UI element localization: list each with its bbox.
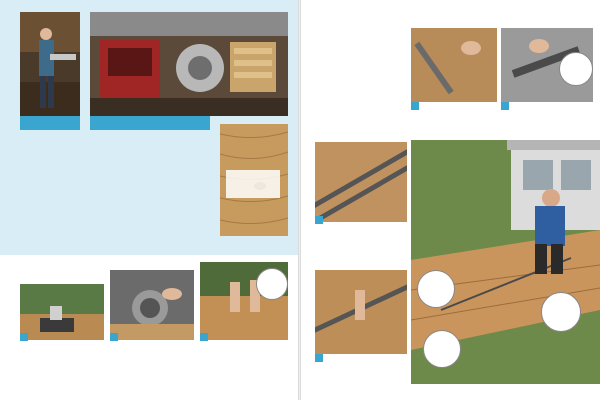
sanding-callout — [256, 268, 288, 300]
photo-woman-at-sawmill — [20, 12, 80, 116]
right-step-photo-3-image — [315, 142, 407, 222]
photo-sawmill-machine-image — [90, 12, 288, 116]
right-step-2-badge — [501, 102, 509, 110]
wood-photo-caption — [226, 170, 280, 198]
sanding-step-1-badge — [20, 333, 28, 341]
right-step-photo-3 — [315, 142, 407, 222]
left-page — [0, 0, 298, 400]
photo-sawmill-machine — [90, 12, 288, 116]
right-callout-bottom — [423, 330, 461, 368]
sanding-step-photo-2 — [110, 270, 194, 340]
photo-caption-1 — [20, 116, 80, 130]
sanding-step-2-badge — [110, 333, 118, 341]
right-callout-left — [417, 270, 455, 308]
right-step-1-badge — [411, 102, 419, 110]
photo-woman-at-sawmill-image — [20, 12, 80, 116]
right-step-photo-1-image — [411, 28, 497, 102]
body-text-column-2 — [88, 134, 146, 244]
right-step-3-badge — [315, 216, 323, 224]
right-intro-text — [315, 36, 409, 100]
right-step-5-badge — [315, 354, 323, 362]
right-page — [301, 0, 600, 400]
right-callout-middle — [541, 292, 581, 332]
photo-caption-2 — [90, 116, 210, 130]
sanding-step-3-badge — [200, 333, 208, 341]
right-callout-top — [559, 52, 593, 86]
sanding-step-photo-1-image — [20, 284, 104, 340]
body-text-column-3 — [156, 134, 218, 244]
body-text-column-1 — [20, 134, 78, 244]
right-step-photo-1 — [411, 28, 497, 102]
right-step-photo-5 — [315, 270, 407, 354]
sanding-step-photo-2-image — [110, 270, 194, 340]
sanding-step-photo-1 — [20, 284, 104, 340]
right-step-photo-5-image — [315, 270, 407, 354]
